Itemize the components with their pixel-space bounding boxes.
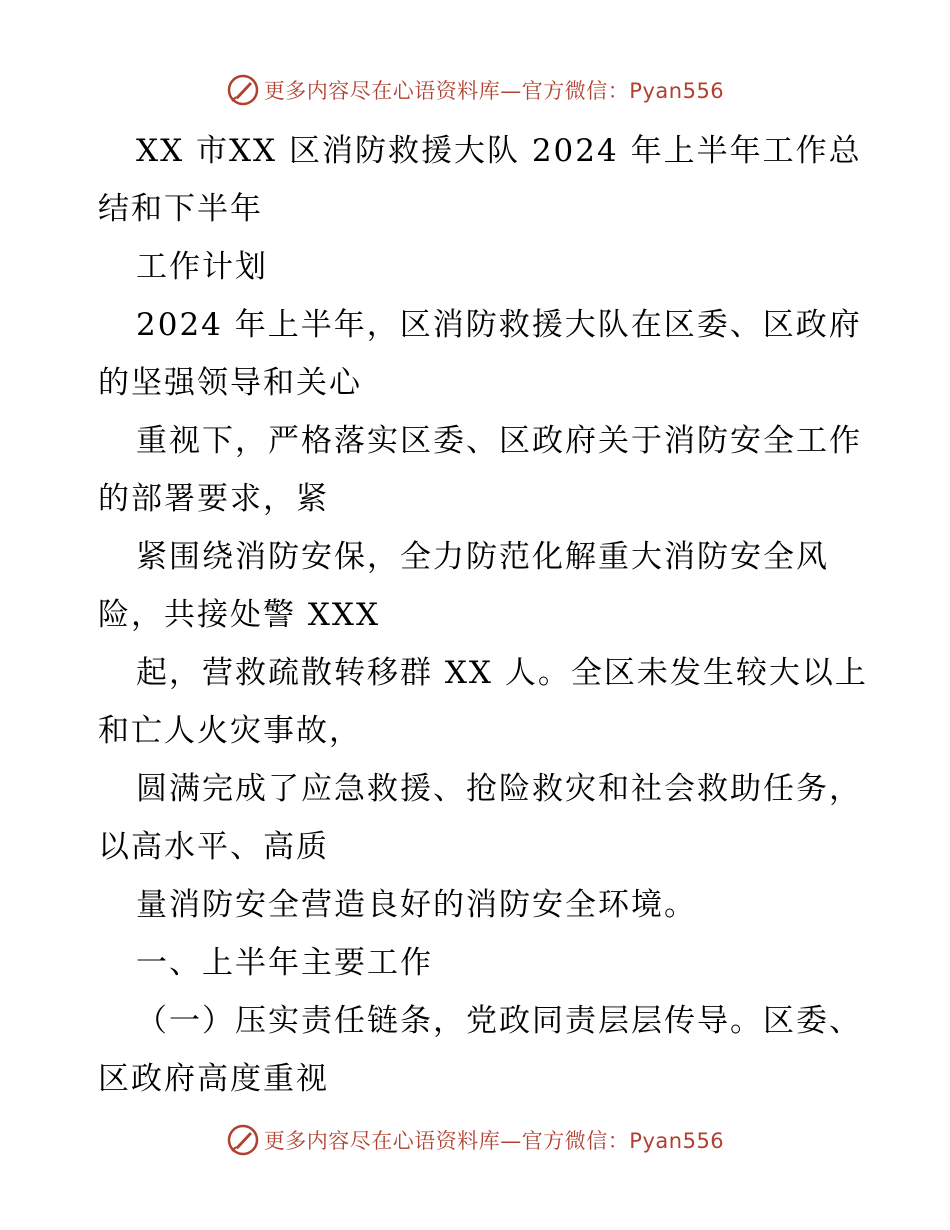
quill-pen-icon — [226, 1123, 260, 1157]
section-heading: 一、上半年主要工作 — [136, 945, 433, 981]
document-body — [98, 122, 868, 1108]
footer-watermark-text: 更多内容尽在心语资料库—官方微信：Pyan556 — [263, 1129, 725, 1153]
body-paragraph: 重视下，严格落实区委、区政府关于消防安全工作的部署要求，紧 — [98, 423, 862, 517]
body-paragraph: 2024 年上半年，区消防救援大队在区委、区政府的坚强领导和关心 — [98, 307, 862, 401]
body-paragraph: 量消防安全营造良好的消防安全环境。 — [136, 887, 697, 923]
document-title-line: XX 市XX 区消防救援大队 2024 年上半年工作总结和下半年 — [98, 133, 862, 227]
body-paragraph: 圆满完成了应急救援、抢险救灾和社会救助任务，以高水平、高质 — [98, 771, 862, 865]
quill-pen-icon — [226, 73, 260, 107]
body-paragraph: 紧围绕消防安保，全力防范化解重大消防安全风险，共接处警 XXX — [98, 539, 829, 633]
header-watermark-banner — [0, 70, 950, 110]
document-title-line: 工作计划 — [136, 249, 268, 285]
footer-watermark-banner — [0, 1120, 950, 1160]
body-paragraph: 起，营救疏散转移群 XX 人。全区未发生较大以上和亡人火灾事故， — [98, 655, 868, 749]
header-watermark-text: 更多内容尽在心语资料库—官方微信：Pyan556 — [263, 79, 725, 103]
subsection-paragraph: （一）压实责任链条，党政同责层层传导。区委、区政府高度重视 — [98, 1003, 862, 1097]
